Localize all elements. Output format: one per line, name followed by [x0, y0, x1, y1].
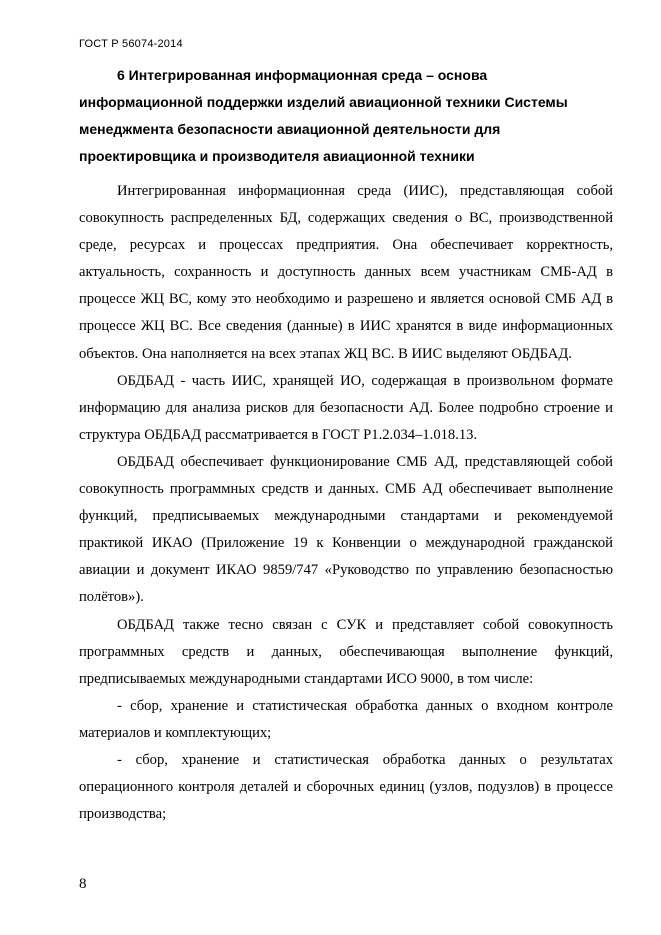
paragraph: Интегрированная информационная среда (ИИС), представляющая собой совокупность распределенных БД, содержащих сведения о ВС, производственной среде, ресурсах и процессах предприятия. Она обеспечивает корректность, актуальность, сохранность и доступность данных всем участникам СМБ-АД в процессе ЖЦ ВС, кому это необходимо и разрешено и является основой СМБ АД в процессе ЖЦ ВС. Все сведения (данные) в ИИС хранятся в виде информационных объектов. Она наполняется на всех этапах ЖЦ ВС. В ИИС выделяют ОБДБАД. [79, 183, 613, 362]
paragraph: ОБДБАД также тесно связан с СУК и представляет собой совокупность программных средств и данных, обеспечивающая выполнение функций, предписываемых международными стандартами ИСО 9000, в том числе: [79, 616, 613, 687]
section-heading [79, 62, 619, 170]
list-item: - сбор, хранение и статистическая обработка данных о входном контроле материалов и комплектующих; [79, 697, 613, 741]
section-heading-line: 6 Интегрированная информационная среда – основа [117, 67, 488, 83]
section-heading-line: менеджмента безопасности авиационной деятельности для [79, 121, 501, 137]
section-heading-line: информационной поддержки изделий авиационной техники Системы [79, 94, 568, 110]
paragraph: ОБДБАД обеспечивает функционирование СМБ АД, представляющей собой совокупность программных средств и данных. СМБ АД обеспечивает выполнение функций, предписываемых международными стандартами и рекомендуемой практикой ИКАО (Приложение 19 к Конвенции о международной гражданской авиации и документ ИКАО 9859/747 «Руководство по управлению безопасностью полётов»). [79, 453, 613, 606]
body-text [79, 178, 613, 828]
paragraph: ОБДБАД - часть ИИС, хранящей ИО, содержащая в произвольном формате информацию для анализа рисков для безопасности АД. Более подробно строение и структура ОБДБАД рассматривается в ГОСТ Р1.2.034–1.018.13. [79, 372, 613, 443]
page-number: 8 [79, 876, 87, 892]
document-code: ГОСТ Р 56074-2014 [79, 38, 183, 50]
list-item: - сбор, хранение и статистическая обработка данных о результатах операционного контроля деталей и сборочных единиц (узлов, подузлов) в процессе производства; [79, 751, 613, 823]
section-heading-line: проектировщика и производителя авиационной техники [79, 148, 475, 164]
